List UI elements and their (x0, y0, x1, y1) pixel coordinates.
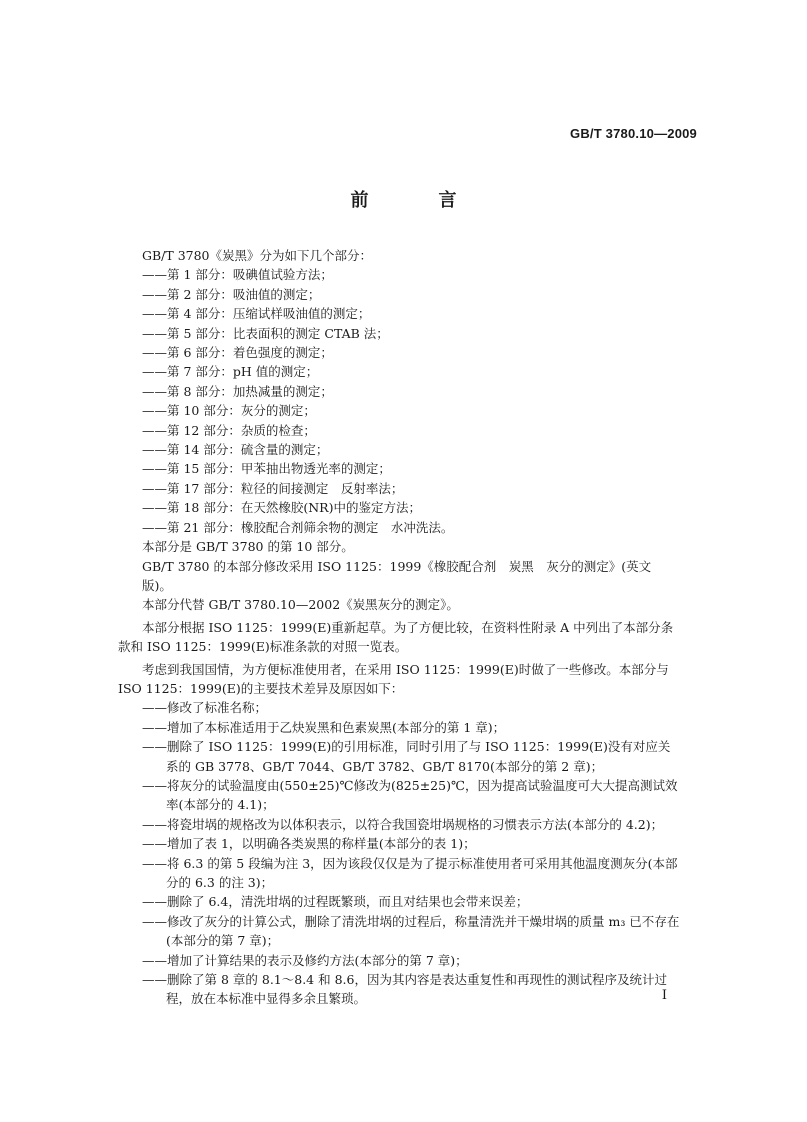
list-item: ——第 12 部分：杂质的检查； (142, 422, 316, 438)
paragraph: 考虑到我国国情，为方便标准使用者，在采用 ISO 1125：1999(E)时做了一些修改。本部分与 ISO 1125：1999(E)的主要技术差异及原因如下： (118, 661, 669, 696)
list-item: ——第 5 部分：比表面积的测定 CTAB 法； (142, 325, 389, 341)
list-item: ——将 6.3 的第 5 段编为注 3，因为该段仅仅是为了提示标准使用者可采用其他温度测灰分(本部分的 6.3 的注 3)； (142, 855, 678, 890)
list-item: ——第 2 部分：吸油值的测定； (142, 286, 321, 302)
list-item: ——第 8 部分：加热减量的测定； (142, 383, 333, 399)
list-item: ——第 14 部分：硫含量的测定； (142, 442, 329, 458)
paragraph: 本部分根据 ISO 1125：1999(E)重新起草。为了方便比较，在资料性附录 A 中列出了本部分条款和 ISO 1125：1999(E)标准条款的对照一览表。 (118, 619, 674, 655)
intro-text: GB/T 3780《炭黑》分为如下几个部分： (142, 248, 373, 263)
list-item: ——第 21 部分：橡胶配合剂筛余物的测定 水冲洗法。 (142, 519, 454, 535)
list-item: ——第 7 部分：pH 值的测定； (142, 364, 319, 380)
list-item: ——增加了本标准适用于乙炔炭黑和色素炭黑(本部分的第 1 章)； (142, 719, 506, 735)
list-item: ——删除了第 8 章的 8.1～8.4 和 8.6，因为其内容是表达重复性和再现性的测试程序及统计过程，放在本标准中显得多余且繁琐。 (142, 972, 667, 1007)
list-item: ——将灰分的试验温度由(550±25)℃修改为(825±25)℃，因为提高试验温度可大大提高测试效率(本部分的 4.1)； (142, 777, 678, 813)
page-title: 前 言 (350, 190, 483, 211)
list-item: ——第 10 部分：灰分的测定； (142, 403, 316, 419)
paragraph: 本部分是 GB/T 3780 的第 10 部分。 (142, 539, 354, 555)
parts-list (118, 265, 680, 537)
list-item: ——修改了标准名称； (142, 700, 268, 716)
foreword-body (118, 246, 680, 1009)
list-item: ——第 17 部分：粒径的间接测定 反射率法； (142, 480, 404, 496)
list-item: ——第 15 部分：甲苯抽出物透光率的测定； (142, 461, 391, 477)
paragraph: GB/T 3780 的本部分修改采用 ISO 1125：1999《橡胶配合剂 炭黑 灰分的测定》(英文版)。 (142, 558, 652, 593)
list-item: ——第 18 部分：在天然橡胶(NR)中的鉴定方法； (142, 500, 421, 516)
list-item: ——第 4 部分：压缩试样吸油值的测定； (142, 306, 371, 322)
differences-list (118, 698, 680, 1009)
page-number: I (661, 988, 667, 1003)
list-item: ——增加了计算结果的表示及修约方法(本部分的第 7 章)； (142, 952, 468, 968)
list-item: ——第 6 部分：着色强度的测定； (142, 345, 333, 361)
list-item: ——增加了表 1，以明确各类炭黑的称样量(本部分的表 1)； (142, 836, 476, 852)
list-item: ——修改了灰分的计算公式，删除了清洗坩埚的过程后，称量清洗并干燥坩埚的质量 m₃ 已不存在(本部分的第 7 章)； (142, 913, 680, 949)
list-item: ——第 1 部分：吸碘值试验方法； (142, 267, 333, 283)
list-item: ——删除了 ISO 1125：1999(E)的引用标准，同时引用了与 ISO 1125：1999(E)没有对应关系的 GB 3778、GB/T 7044、GB/T 3782、GB/T 8170(本部分的第 2 章)； (142, 739, 671, 774)
list-item: ——删除了 6.4，清洗坩埚的过程既繁琐，而且对结果也会带来误差； (142, 894, 529, 910)
paragraph: 本部分代替 GB/T 3780.10—2002《炭黑灰分的测定》。 (142, 597, 459, 613)
standard-code: GB/T 3780.10—2009 (570, 126, 697, 141)
list-item: ——将瓷坩埚的规格改为以体积表示，以符合我国瓷坩埚规格的习惯表示方法(本部分的 4.2)； (142, 816, 664, 832)
